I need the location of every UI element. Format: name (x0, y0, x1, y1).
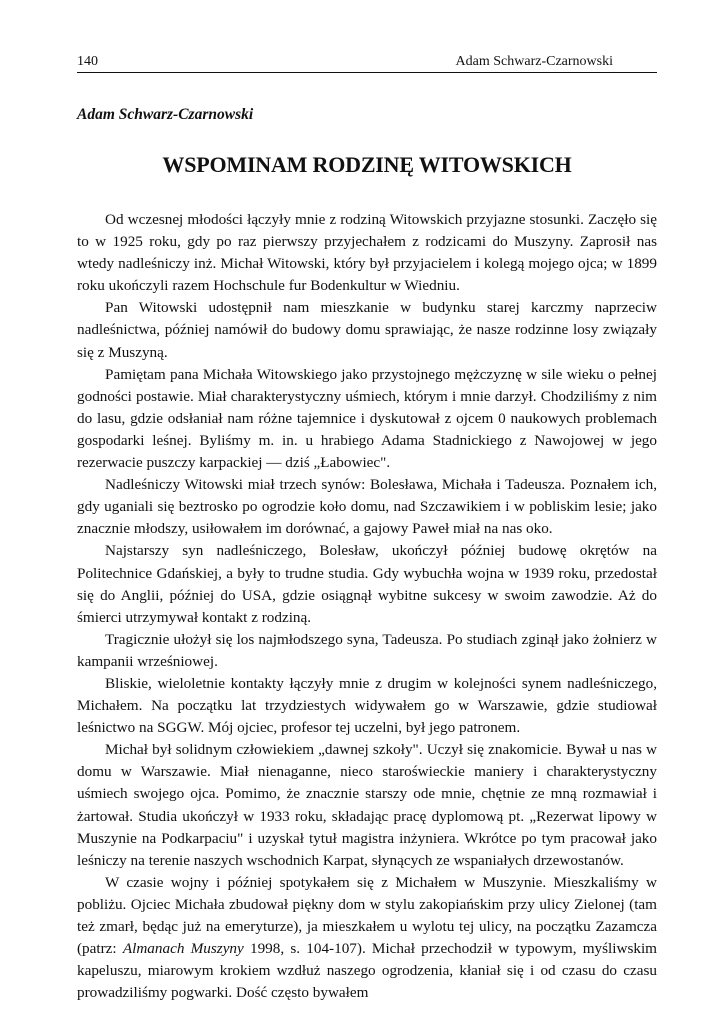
running-head (77, 52, 657, 73)
page-number: 140 (77, 54, 98, 69)
paragraph: Bliskie, wieloletnie kontakty łączyły mnie z drugim w kolejności synem nadleśniczego, Michałem. Na początku lat trzydziestych widywałem go w Warszawie, gdzie studiował leśnictwo na SGGW. Mój ojciec, profesor tej uczelni, był jego patronem. (77, 674, 657, 737)
running-head-title: Adam Schwarz-Czarnowski (455, 54, 613, 69)
paragraph: Nadleśniczy Witowski miał trzech synów: Bolesława, Michała i Tadeusza. Poznałem ich, gdy uganiali się beztrosko po ogrodzie koło domu, nad Szczawikiem i w pobliskim lesie; jako znacznie młodszy, usiłowałem im dorównać, a gajowy Paweł miał na nas oko. (77, 476, 657, 538)
paragraph: Od wczesnej młodości łączyły mnie z rodziną Witowskich przyjazne stosunki. Zaczęło się to w 1925 roku, gdy po raz pierwszy przyjechałem z rodzicami do Muszyny. Zaprosił nas wtedy nadleśniczy inż. Michał Witowski, który był przyjacielem i kolegą mojego ojca; w 1899 roku ukończyli razem Hochschule fur Bodenkultur w Wiedniu. (77, 211, 657, 295)
journal-title: Almanach Muszyny (122, 940, 244, 958)
article-title: WSPOMINAM RODZINĘ WITOWSKICH (162, 152, 572, 177)
paragraph-text: 1998, s. 104-107). Michał przechodził w typowym, myśliwskim kapeluszu, miarowym krokiem wzdłuż naszego ogrodzenia, kłaniał się i od czasu do czasu prowadziliśmy pogwarki. Dość często bywałem (77, 940, 657, 1002)
paragraph-text: W czasie wojny i później spotykałem się z Michałem w Muszynie. Mieszkaliśmy w pobliżu. Ojciec Michała zbudował piękny dom w stylu zakopiańskim przy ulicy Zielonej (tam też zmarł, będąc już na emeryturze), ja mieszkałem u wylotu tej ulicy, na początku Zazamcza (patrz: (77, 873, 657, 958)
article-author: Adam Schwarz-Czarnowski (77, 106, 254, 123)
article-body (77, 209, 657, 1004)
paragraph: Tragicznie ułożył się los najmłodszego syna, Tadeusza. Po studiach zginął jako żołnierz w kampanii wrześniowej. (77, 630, 657, 670)
paragraph: Najstarszy syn nadleśniczego, Bolesław, ukończył później budowę okrętów na Politechnice Gdańskiej, a były to trudne studia. Gdy wybuchła wojna w 1939 roku, przedostał się do Anglii, później do USA, gdzie osiągnął wybitne sukcesy w swoim zawodzie. Aż do śmierci utrzymywał kontakt z rodziną. (77, 542, 657, 626)
paragraph-last (77, 872, 657, 1005)
paragraph: Michał był solidnym człowiekiem „dawnej szkoły". Uczył się znakomicie. Bywał u nas w domu w Warszawie. Miał nienaganne, nieco staroświeckie maniery i charakterystyczny uśmiech swojego ojca. Pomimo, że znacznie starszy ode mnie, chętnie ze mną rozmawiał i żartował. Studia ukończył w 1933 roku, składając pracę dyplomową pt. „Rezerwat lipowy w Muszynie na Podkarpaciu" i uzyskał tytuł magistra inżyniera. Wkrótce po tym pracował jako leśniczy na terenie naszych wschodnich Karpat, słynących ze wspaniałych drzewostanów. (77, 741, 657, 869)
paragraph: Pamiętam pana Michała Witowskiego jako przystojnego mężczyznę w sile wieku o pełnej godności postawie. Miał charakterystyczny uśmiech, którym i mnie darzył. Chodziliśmy z nim do lasu, gdzie odsłaniał nam różne tajemnice i dyskutował z ojcem 0 naukowych problemach gospodarki leśnej. Byliśmy m. in. u hrabiego Adama Stadnickiego z Nawojowej w jego rezerwacie puszczy karpackiej — dziś „Łabowiec". (77, 365, 657, 472)
paragraph: Pan Witowski udostępnił nam mieszkanie w budynku starej karczmy naprzeciw nadleśnictwa, później namówił do budowy domu sprawiając, że nasze rodzinne losy związały się z Muszyną. (77, 299, 657, 361)
